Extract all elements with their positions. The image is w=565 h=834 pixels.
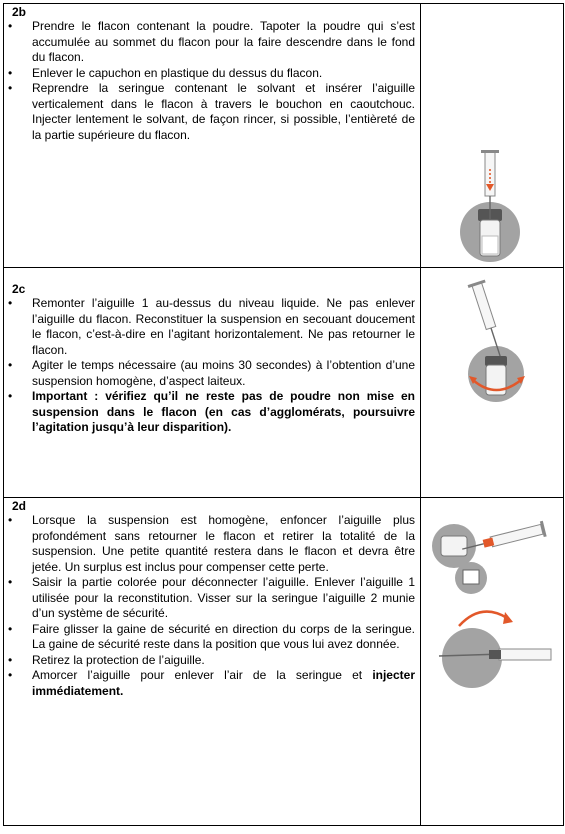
step-illustration-cell <box>421 268 564 498</box>
step-bullets <box>12 513 415 699</box>
step-bullets <box>12 296 415 436</box>
step-bullets <box>12 19 415 143</box>
list-item: • Important : vérifiez qu’il ne reste pas de poudre non mise en suspension dans le flacon (en cas d’agglomérats, poursuivre l’agitation jusqu’à leur disparition). <box>12 389 415 436</box>
step-label: 2c <box>12 282 26 296</box>
step-row-2d <box>4 498 564 826</box>
list-item: • Prendre le flacon contenant la poudre. Tapoter la poudre qui s’est accumulée au sommet du flacon pour la faire descendre dans le fond du flacon. <box>12 19 415 66</box>
step-row-2c <box>4 268 564 498</box>
list-item: • Remonter l’aiguille 1 au-dessus du niveau liquide. Ne pas enlever l’aiguille du flacon. Reconstituer la suspension en secouant doucement le flacon, c’est-à-dire en l’agitant horizontalement. Ne pas retourner le flacon. <box>12 296 415 358</box>
list-item: • Retirez la protection de l’aiguille. <box>12 653 415 669</box>
step-row-2b <box>4 4 564 268</box>
shake-vial-illustration <box>421 268 563 498</box>
withdraw-and-needle-illustration <box>421 498 563 826</box>
step-label: 2d <box>12 499 27 513</box>
step-illustration-cell <box>421 4 564 268</box>
step-text-cell <box>4 4 421 268</box>
list-item: • Amorcer l’aiguille pour enlever l’air de la seringue et injecter immédiatement. <box>12 668 415 699</box>
step-label: 2b <box>12 5 27 19</box>
syringe-into-vial-illustration <box>421 4 563 268</box>
list-item: • Faire glisser la gaine de sécurité en direction du corps de la seringue. La gaine de sécurité reste dans la position que vous lui avez donnée. <box>12 622 415 653</box>
list-item: • Lorsque la suspension est homogène, enfoncer l’aiguille plus profondément sans retourner le flacon et retirer la totalité de la suspension. Une petite quantité restera dans le flacon et devra être jetée. Un surplus est inclus pour compenser cette perte. <box>12 513 415 575</box>
list-item: • Agiter le temps nécessaire (au moins 30 secondes) à l’obtention d’une suspension homogène, d’aspect laiteux. <box>12 358 415 389</box>
list-item: • Saisir la partie colorée pour déconnecter l’aiguille. Enlever l’aiguille 1 utilisée pour la reconstitution. Visser sur la seringue l’aiguille 2 munie d’un système de sécurité. <box>12 575 415 622</box>
step-illustration-cell <box>421 498 564 826</box>
step-text-cell <box>4 268 421 498</box>
list-item: • Reprendre la seringue contenant le solvant et insérer l’aiguille verticalement dans le flacon à travers le bouchon en caoutchouc. Injecter lentement le solvant, de façon rincer, si possible, l’entièreté de la partie supérieure du flacon. <box>12 81 415 143</box>
instructions-table <box>3 3 564 826</box>
step-text-cell <box>4 498 421 826</box>
list-item: • Enlever le capuchon en plastique du dessus du flacon. <box>12 66 415 82</box>
